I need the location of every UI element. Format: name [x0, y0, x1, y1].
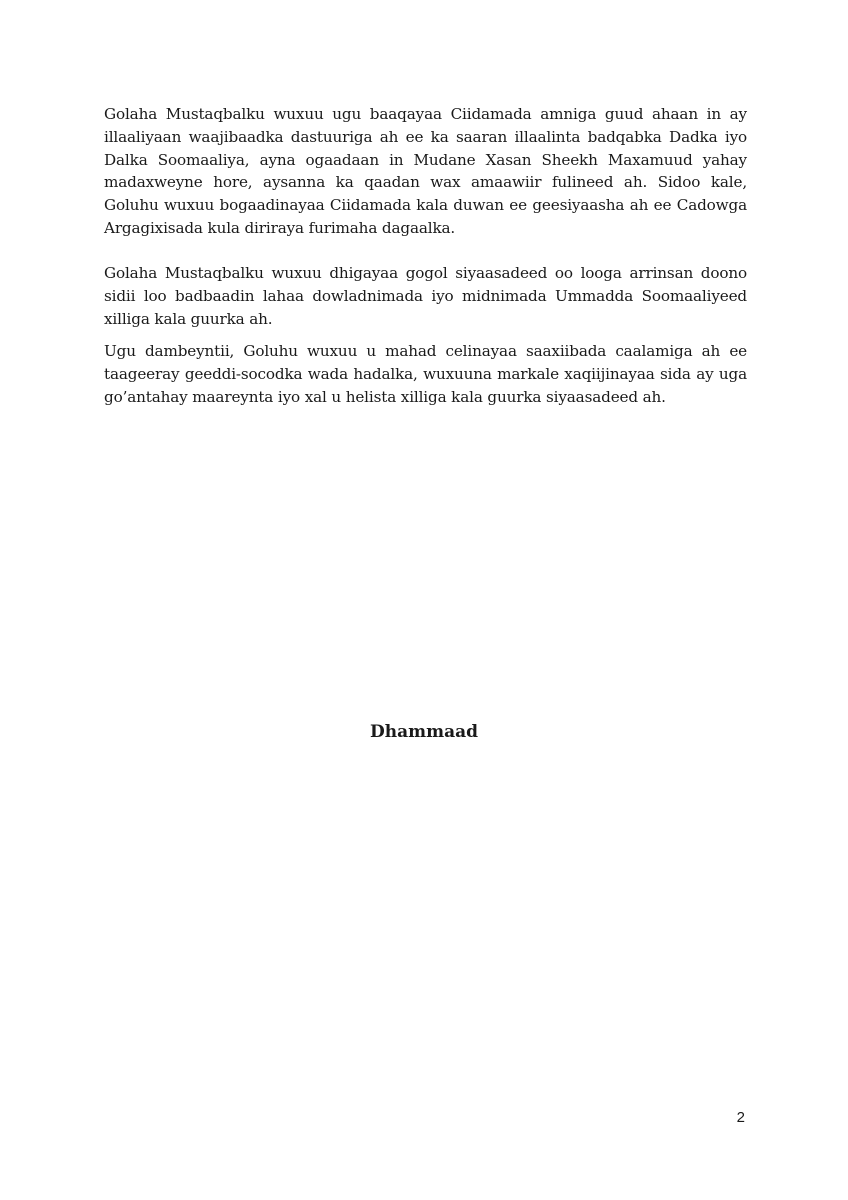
paragraph-call-to-security-forces: Golaha Mustaqbalku wuxuu ugu baaqayaa Ciidamada amniga guud ahaan in ay illaaliyaan waajibaadka dastuuriga ah ee ka saaran illaalinta badqabka Dadka iyo Dalka Soomaaliya, ayna ogaadaan in Mudane Xasan Sheekh Maxamuud yahay madaxweyne hore, aysanna ka qaadan wax amaawiir fulineed ah. Sidoo kale, Goluhu wuxuu bogaadinayaa Ciidamada kala duwan ee geesiyaasha ah ee Cadowga Argagixisada kula diriraya furimaha dagaalka. [104, 105, 747, 237]
closing-heading: Dhammaad [369, 722, 478, 742]
paragraph-political-platform: Golaha Mustaqbalku wuxuu dhigayaa gogol siyaasadeed oo looga arrinsan doono sidii loo badbaadin lahaa dowladnimada iyo midnimada Ummadda Soomaaliyeed xilliga kala guurka ah. [104, 264, 747, 328]
paragraph-thanks-international-partners: Ugu dambeyntii, Goluhu wuxuu u mahad celinayaa saaxiibada caalamiga ah ee taageeray geeddi-socodka wada hadalka, wuxuuna markale xaqiijinayaa sida ay uga go’antahay maareynta iyo xal u helista xilliga kala guurka siyaasadeed ah. [104, 342, 747, 406]
page-number: 2 [736, 1109, 745, 1126]
